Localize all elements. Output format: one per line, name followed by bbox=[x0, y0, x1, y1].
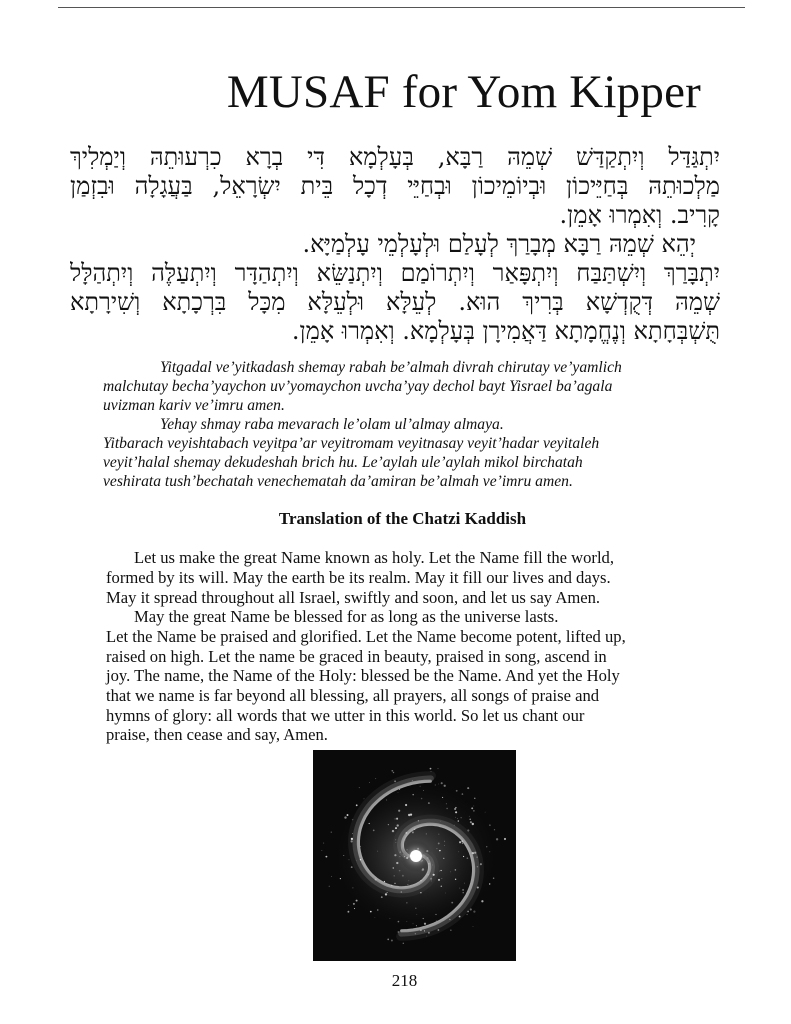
galaxy-star bbox=[347, 814, 349, 816]
galaxy-star bbox=[462, 793, 464, 795]
galaxy-star bbox=[360, 859, 361, 860]
galaxy-star bbox=[436, 848, 437, 849]
galaxy-star bbox=[443, 920, 444, 921]
galaxy-star bbox=[386, 799, 387, 800]
galaxy-star bbox=[398, 810, 400, 812]
galaxy-star bbox=[489, 851, 490, 852]
galaxy-star bbox=[370, 911, 372, 913]
galaxy-star bbox=[436, 920, 437, 921]
galaxy-star bbox=[450, 930, 451, 931]
top-rule bbox=[58, 7, 745, 8]
galaxy-star bbox=[462, 889, 464, 891]
galaxy-star bbox=[331, 832, 332, 833]
hebrew-line: שְׁמֵהּ דְּקֻדְשָׁא בְּרִיךְ הוּא. לְעֵלָּא וּלְעֵלָּא מִכָּל בִּרְכָתָא וְשִׁירָתָא bbox=[70, 288, 720, 316]
galaxy-star bbox=[472, 852, 474, 854]
galaxy-star bbox=[485, 812, 486, 813]
galaxy-star bbox=[458, 820, 460, 822]
galaxy-star bbox=[451, 902, 453, 904]
galaxy-star bbox=[412, 780, 413, 781]
galaxy-star bbox=[406, 832, 408, 834]
galaxy-star bbox=[432, 865, 433, 866]
galaxy-star bbox=[480, 863, 482, 865]
galaxy-star bbox=[426, 936, 427, 937]
galaxy-star bbox=[360, 846, 361, 847]
galaxy-star bbox=[356, 804, 358, 806]
galaxy-star bbox=[493, 877, 494, 878]
galaxy-star bbox=[489, 824, 490, 825]
galaxy-star bbox=[391, 940, 393, 942]
galaxy-star bbox=[426, 833, 427, 834]
galaxy-star bbox=[415, 907, 417, 909]
galaxy-star bbox=[384, 881, 385, 882]
galaxy-star bbox=[444, 785, 446, 787]
galaxy-star bbox=[373, 830, 375, 832]
galaxy-star bbox=[421, 798, 423, 800]
galaxy-star bbox=[394, 883, 395, 884]
galaxy-star bbox=[473, 910, 475, 912]
transliteration-line: Yehay shmay raba mevarach le’olam ul’almay almaya. bbox=[160, 416, 504, 433]
transliteration-line: uvizman kariv ve’imru amen. bbox=[103, 397, 285, 414]
galaxy-star bbox=[354, 908, 355, 909]
galaxy-star bbox=[394, 875, 395, 876]
translation-line: formed by its will. May the earth be its realm. May it fill our lives and days. bbox=[106, 568, 611, 587]
galaxy-star bbox=[441, 782, 443, 784]
galaxy-star bbox=[377, 909, 378, 910]
translation-heading-text: Translation of the Chatzi Kaddish bbox=[278, 509, 527, 528]
translation-line: raised on high. Let the name be graced in beauty, praised in song, ascend in bbox=[106, 647, 607, 666]
galaxy-star bbox=[489, 883, 490, 884]
galaxy-star bbox=[344, 816, 346, 818]
galaxy-star bbox=[398, 931, 400, 933]
galaxy-star bbox=[412, 794, 414, 796]
translation-line: joy. The name, the Name of the Holy: blessed be the Name. And yet the Holy bbox=[106, 666, 620, 685]
translation-heading bbox=[0, 508, 791, 530]
galaxy-star bbox=[397, 824, 399, 826]
galaxy-star bbox=[473, 926, 474, 927]
galaxy-star bbox=[459, 888, 460, 889]
transliteration-line: veshirata tush’bechatah venechematah da’amiran be’almah ve’imru amen. bbox=[103, 473, 573, 490]
galaxy-star bbox=[343, 855, 344, 856]
galaxy-star bbox=[438, 784, 439, 785]
galaxy-star bbox=[364, 798, 365, 799]
page-title: MUSAF for Yom Kipper bbox=[226, 66, 701, 118]
translation-line: May the great Name be blessed for as long as the universe lasts. bbox=[134, 607, 559, 626]
galaxy-star bbox=[473, 810, 474, 811]
galaxy-star bbox=[403, 943, 404, 944]
page-number: 218 bbox=[391, 971, 418, 990]
galaxy-star bbox=[377, 851, 378, 852]
galaxy-star bbox=[427, 874, 429, 876]
galaxy-star bbox=[369, 823, 370, 824]
galaxy-star bbox=[455, 879, 456, 880]
galaxy-star bbox=[446, 803, 447, 804]
galaxy-star bbox=[438, 842, 440, 844]
galaxy-star bbox=[471, 807, 473, 809]
galaxy-star bbox=[454, 825, 455, 826]
galaxy-star bbox=[444, 841, 445, 842]
galaxy-star bbox=[406, 902, 407, 903]
galaxy-star bbox=[395, 827, 397, 829]
galaxy-star bbox=[459, 916, 461, 918]
galaxy-star bbox=[385, 893, 387, 895]
galaxy-star bbox=[441, 878, 442, 879]
galaxy-star bbox=[388, 824, 389, 825]
galaxy-star bbox=[420, 880, 421, 881]
transliteration-line: malchutay becha’yaychon uv’yomaychon uvcha’yay dechol bayt Yisrael ba’agala bbox=[103, 378, 613, 395]
galaxy-star bbox=[470, 821, 472, 823]
galaxy-star bbox=[392, 830, 394, 832]
galaxy-star bbox=[375, 917, 376, 918]
galaxy-star bbox=[323, 843, 324, 844]
galaxy-star bbox=[463, 856, 464, 857]
galaxy-star bbox=[486, 846, 487, 847]
galaxy-star bbox=[467, 857, 469, 859]
galaxy-star bbox=[418, 820, 419, 821]
galaxy-star bbox=[396, 842, 397, 843]
galaxy-star bbox=[408, 814, 410, 816]
galaxy-star bbox=[356, 900, 358, 902]
galaxy-star bbox=[481, 900, 483, 902]
galaxy-star bbox=[414, 829, 415, 830]
galaxy-star bbox=[477, 886, 479, 888]
galaxy-star bbox=[430, 768, 432, 770]
galaxy-star bbox=[413, 923, 414, 924]
galaxy-star bbox=[348, 905, 349, 906]
galaxy-star bbox=[455, 817, 456, 818]
galaxy-star bbox=[416, 925, 417, 926]
galaxy-star bbox=[415, 933, 416, 934]
galaxy-star bbox=[496, 838, 498, 840]
galaxy-star bbox=[443, 858, 444, 859]
galaxy-star bbox=[467, 911, 469, 913]
galaxy-star bbox=[402, 875, 404, 877]
galaxy-star bbox=[455, 807, 457, 809]
galaxy-star bbox=[435, 914, 436, 915]
galaxy-star bbox=[322, 850, 323, 851]
galaxy-star bbox=[420, 929, 422, 931]
galaxy-star bbox=[391, 770, 393, 772]
galaxy-star bbox=[430, 878, 432, 880]
galaxy-star bbox=[391, 885, 392, 886]
galaxy-star bbox=[329, 886, 330, 887]
galaxy-star bbox=[351, 838, 353, 840]
translation-line: hymns of glory: all words that we utter in this world. So let us chant our bbox=[106, 706, 585, 725]
galaxy-star bbox=[424, 923, 426, 925]
galaxy-star bbox=[439, 871, 440, 872]
galaxy-star bbox=[398, 921, 400, 923]
galaxy-star bbox=[399, 789, 400, 790]
galaxy-star bbox=[340, 878, 341, 879]
galaxy-star bbox=[438, 929, 440, 931]
galaxy-star bbox=[428, 802, 430, 804]
galaxy-star bbox=[440, 821, 441, 822]
spiral-galaxy-image bbox=[313, 750, 516, 961]
galaxy-star bbox=[446, 808, 447, 809]
galaxy-star bbox=[435, 784, 436, 785]
galaxy-star bbox=[469, 818, 471, 820]
galaxy-star bbox=[359, 787, 360, 788]
galaxy-star bbox=[455, 811, 457, 813]
galaxy-star bbox=[390, 918, 391, 919]
galaxy-star bbox=[472, 823, 474, 825]
galaxy-star bbox=[474, 798, 475, 799]
transliteration-line: Yitbarach veyishtabach veyitpa’ar veyitromam veyitnasay veyit’hadar veyitaleh bbox=[103, 435, 600, 452]
galaxy-star bbox=[351, 866, 353, 868]
galaxy-star bbox=[442, 797, 443, 798]
hebrew-line: יִתְבָּרַךְ וְיִשְׁתַּבַּח וְיִתְפָּאַר וְיִתְרוֹמַם וְיִתְנַשֵּׂא וְיִתְהַדָּר וְיִתְעַלֶּה וְיִתְהַלָּל bbox=[70, 259, 720, 287]
galaxy-star bbox=[428, 932, 430, 934]
galaxy-star bbox=[477, 866, 478, 867]
transliteration-line: veyit’halal shemay dekudeshah brich hu. Le’aylah ule’aylah mikol birchatah bbox=[103, 454, 583, 471]
galaxy-star bbox=[396, 862, 398, 864]
galaxy-star bbox=[444, 845, 445, 846]
hebrew-line: מַלְכוּתֵהּ בְּחַיֵּיכוֹן וּבְיוֹמֵיכוֹן וּבְחַיֵּי דְכָל בֵּית יִשְׂרָאֵל, בַּעֲגָלָה וּבִזְמַן bbox=[70, 172, 720, 200]
spiral-galaxy-graphic bbox=[313, 750, 516, 961]
galaxy-star bbox=[473, 806, 474, 807]
hebrew-line: תֻּשְׁבְּחָתָא וְנֶחֱמָתָא דַּאֲמִירָן בְּעָלְמָא. וְאִמְרוּ אָמֵן. bbox=[291, 317, 720, 345]
translation-line: Let the Name be praised and glorified. Let the Name become potent, lifted up, bbox=[106, 627, 626, 646]
galaxy-star bbox=[394, 780, 396, 782]
galaxy-star bbox=[331, 876, 332, 877]
galaxy-star bbox=[347, 911, 349, 913]
galaxy-star bbox=[469, 816, 470, 817]
galaxy-star bbox=[504, 838, 506, 840]
galaxy-star bbox=[423, 926, 424, 927]
galaxy-star bbox=[375, 778, 376, 779]
galaxy-star bbox=[416, 914, 417, 915]
translation-line: May it spread throughout all Israel, swiftly and soon, and let us say Amen. bbox=[106, 588, 601, 607]
galaxy-star bbox=[407, 884, 408, 885]
galaxy-star bbox=[396, 818, 398, 820]
hebrew-line: קָרִיב. וְאִמְרוּ אָמֵן. bbox=[559, 201, 720, 229]
galaxy-star bbox=[375, 878, 377, 880]
galaxy-star bbox=[494, 829, 495, 830]
galaxy-star bbox=[474, 852, 476, 854]
galaxy-star bbox=[456, 790, 458, 792]
translation-line: that we name is far beyond all blessing, all prayers, all songs of praise and bbox=[106, 686, 600, 705]
galaxy-star bbox=[352, 833, 353, 834]
galaxy-star bbox=[381, 896, 383, 898]
galaxy-star bbox=[356, 860, 357, 861]
galaxy-star bbox=[438, 879, 440, 881]
galaxy-star bbox=[394, 854, 396, 856]
galaxy-star bbox=[467, 787, 469, 789]
galaxy-star bbox=[399, 870, 401, 872]
galaxy-star bbox=[461, 817, 462, 818]
galaxy-star bbox=[395, 818, 396, 819]
galaxy-star bbox=[433, 874, 435, 876]
galaxy-star bbox=[466, 914, 467, 915]
galaxy-star bbox=[349, 859, 350, 860]
galaxy-star bbox=[463, 892, 464, 893]
translation-line: Let us make the great Name known as holy. Let the Name fill the world, bbox=[134, 548, 614, 567]
galaxy-star bbox=[352, 887, 353, 888]
galaxy-star bbox=[398, 792, 399, 793]
galaxy-star bbox=[438, 768, 439, 769]
galaxy-star bbox=[431, 771, 432, 772]
galaxy-star bbox=[457, 818, 458, 819]
galaxy-star bbox=[450, 871, 451, 872]
galaxy-star bbox=[393, 772, 394, 773]
galaxy-star bbox=[462, 843, 463, 844]
galaxy-star bbox=[408, 880, 409, 881]
galaxy-star bbox=[395, 839, 396, 840]
galaxy-star bbox=[467, 829, 469, 831]
galaxy-star bbox=[420, 786, 421, 787]
galaxy-star bbox=[420, 892, 421, 893]
galaxy-star bbox=[387, 939, 389, 941]
translation-line: praise, then cease and say, Amen. bbox=[106, 725, 328, 744]
galaxy-star bbox=[445, 893, 446, 894]
galaxy-star bbox=[458, 851, 459, 852]
galaxy-star bbox=[461, 840, 463, 842]
galaxy-star bbox=[431, 880, 432, 881]
galaxy-star bbox=[405, 840, 406, 841]
galaxy-star bbox=[440, 870, 441, 871]
galaxy-star bbox=[439, 834, 440, 835]
galaxy-star bbox=[464, 883, 465, 884]
galaxy-star bbox=[470, 908, 472, 910]
hebrew-line: יְהֵא שְׁמֵהּ רַבָּא מְבָרַךְ לְעָלַם וּלְעָלְמֵי עָלְמַיָּא. bbox=[302, 230, 696, 258]
galaxy-star bbox=[455, 869, 457, 871]
galaxy-star bbox=[439, 850, 440, 851]
galaxy-star bbox=[369, 782, 370, 783]
galaxy-star bbox=[353, 903, 355, 905]
galaxy-star bbox=[412, 831, 414, 833]
galaxy-star bbox=[423, 790, 424, 791]
galaxy-star bbox=[352, 819, 353, 820]
galaxy-star bbox=[392, 867, 394, 869]
galaxy-star bbox=[387, 892, 388, 893]
galaxy-star bbox=[325, 856, 327, 858]
galaxy-star bbox=[401, 891, 403, 893]
galaxy-star bbox=[424, 930, 425, 931]
hebrew-line: יִתְגַּדַּל וְיִתְקַדַּשׁ שְׁמֵהּ רַבָּא, בְּעָלְמָא דִּי בְרָא כִרְעוּתֵהּ וְיַמְלִיךְ bbox=[70, 143, 720, 171]
galaxy-star bbox=[449, 919, 450, 920]
galaxy-star bbox=[351, 840, 353, 842]
galaxy-star bbox=[441, 886, 443, 888]
galaxy-star bbox=[459, 841, 461, 843]
galaxy-star bbox=[407, 921, 408, 922]
galaxy-star bbox=[423, 918, 424, 919]
galaxy-star bbox=[476, 856, 477, 857]
galaxy-star bbox=[405, 804, 407, 806]
transliteration-line: Yitgadal ve’yitkadash shemay rabah be’almah divrah chirutay ve’yamlich bbox=[160, 359, 622, 376]
